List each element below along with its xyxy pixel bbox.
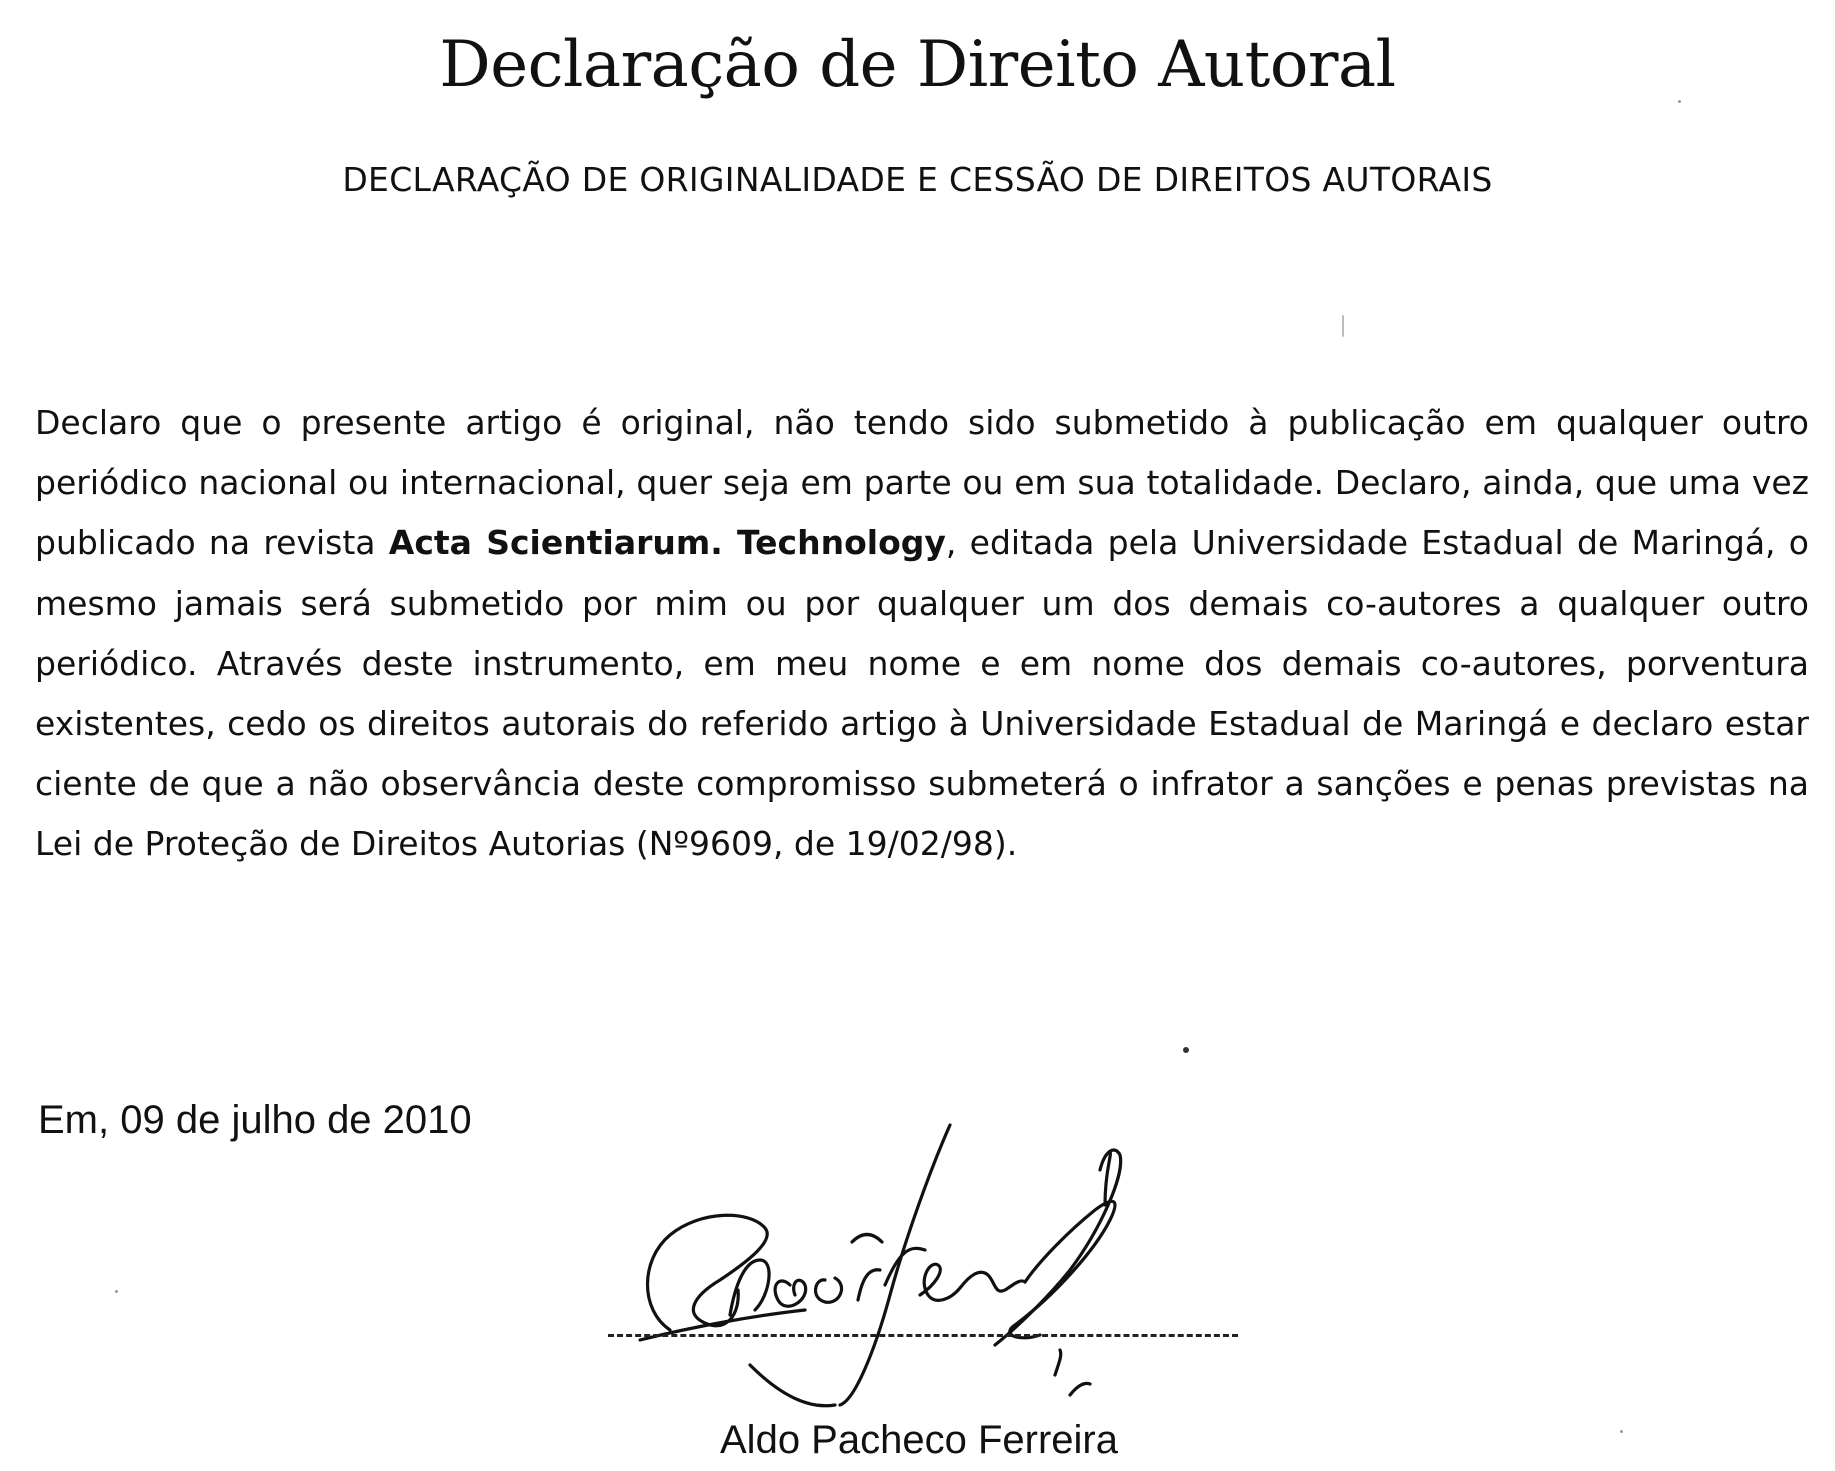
declaration-date: Em, 09 de julho de 2010 — [38, 1098, 472, 1142]
handwritten-signature — [600, 1110, 1320, 1410]
declaration-text-part1: Declaro que o presente artigo é original, não tendo sido submetido à publicação em qualquer outro periódico nacional ou internacional, quer seja em parte ou em sua totalidade. Declaro, ainda, que uma vez publicado na revista — [35, 403, 1809, 563]
scan-speck — [1678, 100, 1681, 103]
document-subtitle: DECLARAÇÃO DE ORIGINALIDADE E CESSÃO DE DIREITOS AUTORAIS — [342, 160, 1493, 199]
declaration-text-part2: , editada pela Universidade Estadual de Maringá, o mesmo jamais será submetido por mim ou por qualquer um dos demais co-autores a qualquer outro periódico. Através deste instrumento, em meu nome e em nome dos demais co-autores, porventura existentes, cedo os direitos autorais do referido artigo à Universidade Estadual de Maringá e declaro estar ciente de que a não observância deste compromisso submeterá o infrator a sanções e penas previstas na Lei de Proteção de Direitos Autorias (Nº9609, de 19/02/98). — [35, 523, 1809, 864]
journal-name: Acta Scientiarum. Technology — [388, 523, 946, 563]
declaration-body — [35, 393, 1809, 875]
document-title: Declaração de Direito Autoral — [439, 28, 1396, 102]
scan-speck — [1183, 1047, 1189, 1053]
signature-line — [608, 1334, 1238, 1337]
scan-speck — [115, 1290, 118, 1293]
scan-speck — [1620, 1430, 1623, 1433]
signer-name: Aldo Pacheco Ferreira — [720, 1418, 1118, 1462]
scan-speck — [1342, 315, 1344, 337]
